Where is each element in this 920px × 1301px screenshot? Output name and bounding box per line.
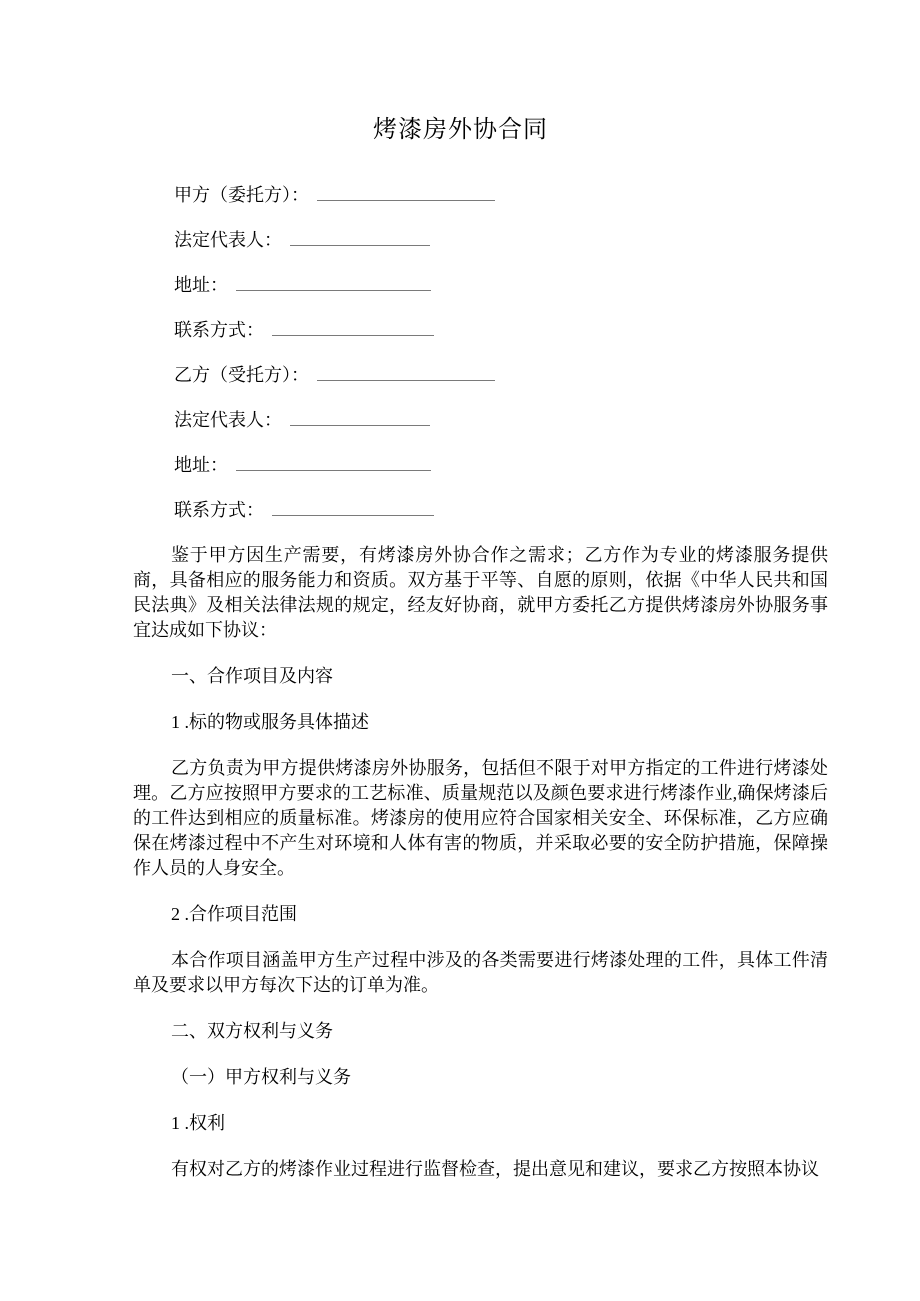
fill-in-blank xyxy=(290,409,430,426)
field-label: 联系方式： xyxy=(174,320,264,340)
preamble-paragraph: 鉴于甲方因生产需要，有烤漆房外协合作之需求；乙方作为专业的烤漆服务提供商，具备相应的服务能力和资质。双方基于平等、自愿的原则，依据《中华人民共和国民法典》及相关法律法规的规定，经友好协商，就甲方委托乙方提供烤漆房外协服务事宜达成如下协议： xyxy=(133,545,828,640)
fill-in-blank xyxy=(236,454,431,471)
field-row-party-a-contact xyxy=(133,318,828,342)
field-label: 地址： xyxy=(174,455,228,475)
section-2-heading: 二、双方权利与义务 xyxy=(171,1021,333,1041)
field-label: 法定代表人： xyxy=(174,410,282,430)
field-label: 联系方式： xyxy=(174,500,264,520)
rights-heading: 1 .权利 xyxy=(171,1113,225,1133)
rights-paragraph: 有权对乙方的烤漆作业过程进行监督检查，提出意见和建议，要求乙方按照本协议 xyxy=(171,1159,819,1179)
section-2-1-heading: （一）甲方权利与义务 xyxy=(171,1067,351,1087)
field-label: 法定代表人： xyxy=(174,230,282,250)
field-label: 乙方（受托方）： xyxy=(174,365,309,385)
field-row-party-b-name xyxy=(133,363,828,387)
fill-in-blank xyxy=(317,364,495,381)
field-row-party-b-contact xyxy=(133,498,828,522)
fill-in-blank xyxy=(236,274,431,291)
field-row-party-a-name xyxy=(133,183,828,207)
field-label: 地址： xyxy=(174,275,228,295)
fill-in-blank xyxy=(272,319,434,336)
fill-in-blank xyxy=(272,499,434,516)
field-row-party-b-address xyxy=(133,453,828,477)
field-row-party-a-address xyxy=(133,273,828,297)
field-row-party-b-representative xyxy=(133,408,828,432)
fill-in-blank xyxy=(290,229,430,246)
clause-1-1-paragraph: 乙方负责为甲方提供烤漆房外协服务，包括但不限于对甲方指定的工件进行烤漆处理。乙方应按照甲方要求的工艺标准、质量规范以及颜色要求进行烤漆作业,确保烤漆后的工件达到相应的质量标准。烤漆房的使用应符合国家相关安全、环保标准，乙方应确保在烤漆过程中不产生对环境和人体有害的物质，并采取必要的安全防护措施，保障操作人员的人身安全。 xyxy=(133,758,828,878)
document-title: 烤漆房外协合同 xyxy=(373,117,548,143)
clause-1-1-heading: 1 .标的物或服务具体描述 xyxy=(171,712,369,732)
clause-1-2-heading: 2 .合作项目范围 xyxy=(171,904,297,924)
field-row-party-a-representative xyxy=(133,228,828,252)
field-label: 甲方（委托方）： xyxy=(174,185,309,205)
fill-in-blank xyxy=(317,184,495,201)
section-1-heading: 一、合作项目及内容 xyxy=(171,666,333,686)
clause-1-2-paragraph: 本合作项目涵盖甲方生产过程中涉及的各类需要进行烤漆处理的工件，具体工件清单及要求以甲方每次下达的订单为准。 xyxy=(133,950,828,995)
